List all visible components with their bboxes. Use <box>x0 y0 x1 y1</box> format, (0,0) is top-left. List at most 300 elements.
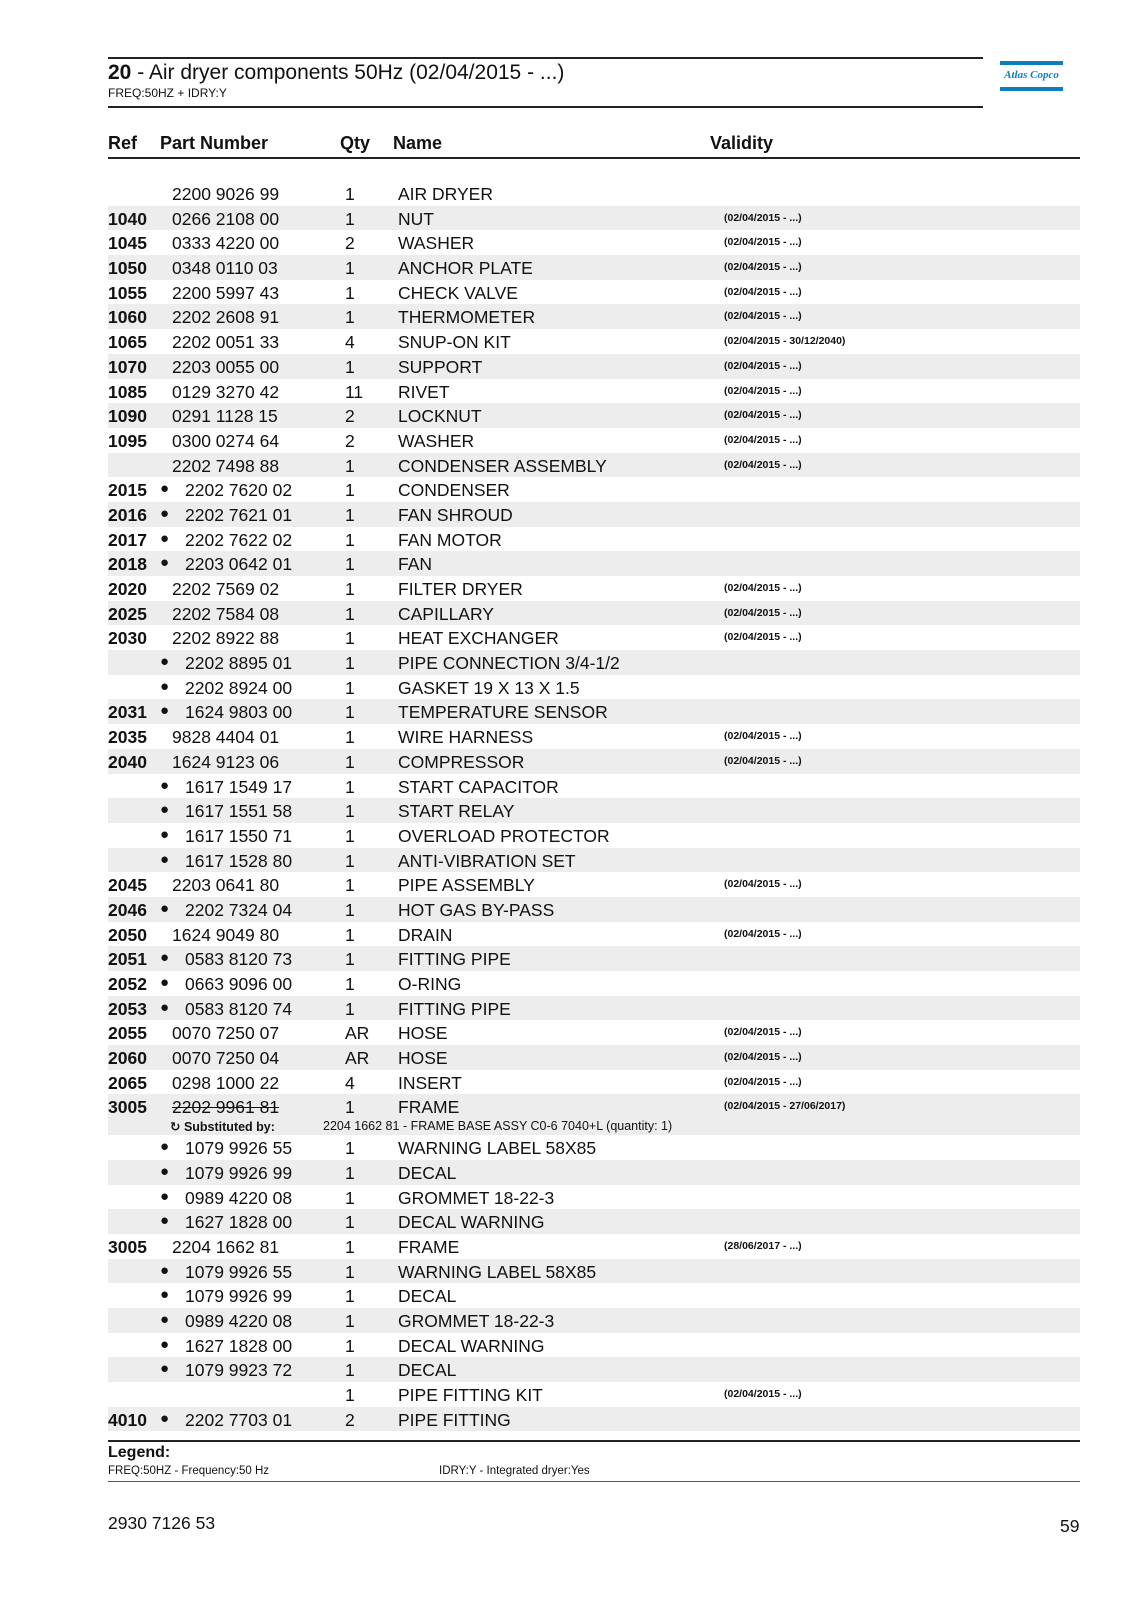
ref-cell: 1055 <box>108 282 147 303</box>
part-number-cell: 2203 0055 00 <box>172 356 280 377</box>
part-number-cell: 1617 1549 17 <box>185 776 293 797</box>
table-row <box>108 181 1080 206</box>
name-cell: START CAPACITOR <box>398 776 559 797</box>
table-row <box>108 477 1080 502</box>
name-cell: FAN MOTOR <box>398 529 502 550</box>
table-header <box>108 130 1080 159</box>
document-number: 2930 7126 53 <box>108 1513 216 1533</box>
legend-idry: IDRY:Y - Integrated dryer:Yes <box>439 1465 590 1477</box>
validity-cell: (02/04/2015 - ...) <box>724 285 802 298</box>
qty-cell: 2 <box>345 1409 355 1430</box>
substitution-row <box>108 1119 1080 1135</box>
part-number-cell: 2202 8924 00 <box>185 677 293 698</box>
table-row <box>108 329 1080 354</box>
validity-cell: (02/04/2015 - ...) <box>724 1026 802 1039</box>
qty-cell: 1 <box>345 1187 355 1208</box>
name-cell: WARNING LABEL 58X85 <box>398 1138 597 1159</box>
part-number-cell: 2202 8895 01 <box>185 653 293 674</box>
name-cell: TEMPERATURE SENSOR <box>398 702 608 723</box>
bullet-icon: ● <box>160 480 170 498</box>
part-number-cell: 2202 7620 02 <box>185 480 293 501</box>
table-row <box>108 453 1080 478</box>
name-cell: DECAL WARNING <box>398 1212 545 1233</box>
refresh-icon: ↻ <box>170 1120 184 1135</box>
qty-cell: 1 <box>345 1138 355 1159</box>
part-number-cell: 1079 9926 99 <box>185 1162 293 1183</box>
qty-cell: 1 <box>345 751 355 772</box>
ref-cell: 1090 <box>108 406 147 427</box>
bullet-icon: ● <box>160 1360 170 1378</box>
legend-title: Legend: <box>108 1444 171 1461</box>
part-number-cell: 1079 9926 55 <box>185 1261 293 1282</box>
table-row <box>108 354 1080 379</box>
ref-cell: 2031 <box>108 702 147 723</box>
table-row <box>108 996 1080 1021</box>
qty-cell: 1 <box>345 258 355 279</box>
table-row <box>108 848 1080 873</box>
name-cell: THERMOMETER <box>398 307 536 328</box>
part-number-cell: 2202 8922 88 <box>172 628 280 649</box>
name-cell: FAN SHROUD <box>398 504 513 525</box>
qty-cell: 1 <box>345 1360 355 1381</box>
bullet-icon: ● <box>160 702 170 720</box>
table-row <box>108 1045 1080 1070</box>
table-row <box>108 428 1080 453</box>
ref-cell: 2051 <box>108 949 147 970</box>
qty-cell: 1 <box>345 1310 355 1331</box>
ref-cell: 1065 <box>108 332 147 353</box>
table-row <box>108 304 1080 329</box>
qty-cell: 1 <box>345 1212 355 1233</box>
qty-cell: 1 <box>345 208 355 229</box>
section-title: - Air dryer components 50Hz (02/04/2015 - ...) <box>131 61 565 84</box>
qty-cell: 1 <box>345 998 355 1019</box>
ref-cell: 3005 <box>108 1236 147 1257</box>
table-row <box>108 1135 1080 1160</box>
name-cell: HOSE <box>398 1048 448 1069</box>
qty-cell: 1 <box>345 480 355 501</box>
validity-cell: (02/04/2015 - ...) <box>724 433 802 446</box>
page-subtitle: FREQ:50HZ + IDRY:Y <box>108 86 227 100</box>
parts-table-body <box>108 181 1080 1431</box>
name-cell: WASHER <box>398 430 475 451</box>
name-cell: PIPE CONNECTION 3/4-1/2 <box>398 653 620 674</box>
part-number-cell: 0070 7250 07 <box>172 1023 280 1044</box>
table-row <box>108 625 1080 650</box>
page-number: 59 <box>1060 1516 1080 1536</box>
name-cell: FITTING PIPE <box>398 949 511 970</box>
qty-cell: 1 <box>345 801 355 822</box>
ref-cell: 2050 <box>108 924 147 945</box>
name-cell: SUPPORT <box>398 356 483 377</box>
ref-cell: 2046 <box>108 899 147 920</box>
name-cell: NUT <box>398 208 434 229</box>
validity-cell: (02/04/2015 - ...) <box>724 1051 802 1064</box>
name-cell: HEAT EXCHANGER <box>398 628 559 649</box>
bullet-icon: ● <box>160 998 170 1016</box>
substitution-label-text: Substituted by: <box>183 1120 275 1135</box>
ref-cell: 1095 <box>108 430 147 451</box>
validity-cell: (02/04/2015 - ...) <box>724 310 802 323</box>
qty-cell: 2 <box>345 406 355 427</box>
table-row <box>108 1382 1080 1407</box>
ref-cell: 1085 <box>108 381 147 402</box>
logo-text: Atlas Copco <box>1004 69 1059 81</box>
part-number-cell: 2202 0051 33 <box>172 332 280 353</box>
part-number-cell: 1079 9926 55 <box>185 1138 293 1159</box>
name-cell: RIVET <box>398 381 450 402</box>
validity-cell: (02/04/2015 - ...) <box>724 754 802 767</box>
qty-cell: 4 <box>345 1072 355 1093</box>
table-row <box>108 206 1080 231</box>
validity-cell: (02/04/2015 - ...) <box>724 631 802 644</box>
bullet-icon: ● <box>160 1335 170 1353</box>
ref-cell: 2053 <box>108 998 147 1019</box>
qty-cell: AR <box>345 1048 370 1069</box>
validity-cell: (02/04/2015 - ...) <box>724 211 802 224</box>
part-number-cell: 0266 2108 00 <box>172 208 280 229</box>
qty-cell: 1 <box>345 529 355 550</box>
name-cell: LOCKNUT <box>398 406 482 427</box>
legend-freq: FREQ:50HZ - Frequency:50 Hz <box>108 1465 270 1477</box>
ref-cell: 1040 <box>108 208 147 229</box>
part-number-cell: 2202 7621 01 <box>185 504 293 525</box>
name-cell: PIPE FITTING <box>398 1409 511 1430</box>
table-row <box>108 1185 1080 1210</box>
name-cell: DECAL WARNING <box>398 1335 545 1356</box>
qty-cell: 2 <box>345 430 355 451</box>
table-row <box>108 897 1080 922</box>
ref-cell: 2060 <box>108 1048 147 1069</box>
validity-cell: (02/04/2015 - ...) <box>724 458 802 471</box>
part-number-cell: 0129 3270 42 <box>172 381 280 402</box>
validity-cell: (02/04/2015 - ...) <box>724 409 802 422</box>
qty-cell: 1 <box>345 727 355 748</box>
bullet-icon: ● <box>160 1162 170 1180</box>
validity-cell: (02/04/2015 - ...) <box>724 1075 802 1088</box>
qty-cell: 1 <box>345 184 355 204</box>
column-header-ref: Ref <box>108 133 138 153</box>
name-cell: FAN <box>398 554 433 575</box>
validity-cell: (02/04/2015 - ...) <box>724 606 802 619</box>
part-number-cell: 2202 7324 04 <box>185 899 293 920</box>
table-row <box>108 1209 1080 1234</box>
bullet-icon: ● <box>160 677 170 695</box>
name-cell: AIR DRYER <box>398 184 493 204</box>
part-number-cell: 0989 4220 08 <box>185 1187 293 1208</box>
bullet-icon: ● <box>160 1212 170 1230</box>
table-row <box>108 403 1080 428</box>
bullet-icon: ● <box>160 1187 170 1205</box>
part-number-cell: 2203 0642 01 <box>185 554 293 575</box>
name-cell: PIPE ASSEMBLY <box>398 875 535 896</box>
bullet-icon: ● <box>160 850 170 868</box>
validity-cell: (02/04/2015 - 30/12/2040) <box>724 335 846 348</box>
bullet-icon: ● <box>160 529 170 547</box>
part-number-cell: 0300 0274 64 <box>172 430 280 451</box>
column-header-validity: Validity <box>710 133 774 153</box>
bullet-icon: ● <box>160 776 170 794</box>
table-row <box>108 798 1080 823</box>
part-number-cell: 1624 9123 06 <box>172 751 280 772</box>
part-number-cell: 2200 9026 99 <box>172 184 280 204</box>
name-cell: CONDENSER ASSEMBLY <box>398 455 607 476</box>
ref-cell: 2020 <box>108 579 147 599</box>
table-row <box>108 650 1080 675</box>
part-number-cell: 0989 4220 08 <box>185 1310 293 1331</box>
bullet-icon: ● <box>160 1409 170 1427</box>
column-header-qty: Qty <box>340 133 371 153</box>
qty-cell: 1 <box>345 899 355 920</box>
bullet-icon: ● <box>160 974 170 991</box>
legend <box>108 1440 1080 1482</box>
qty-cell: 1 <box>345 504 355 525</box>
ref-cell: 3005 <box>108 1097 147 1118</box>
part-number-cell: 1624 9803 00 <box>185 702 293 723</box>
part-number-cell: 1079 9926 99 <box>185 1286 293 1307</box>
name-cell: DECAL <box>398 1286 457 1307</box>
table-row <box>108 1070 1080 1095</box>
table-row <box>108 724 1080 749</box>
ref-cell: 2052 <box>108 974 147 994</box>
table-row <box>108 823 1080 848</box>
bullet-icon: ● <box>160 949 170 967</box>
ref-cell: 2025 <box>108 603 147 624</box>
table-row <box>108 872 1080 897</box>
table-row <box>108 1094 1080 1119</box>
qty-cell: 1 <box>345 875 355 896</box>
part-number-cell: 2202 9961 81 <box>172 1097 280 1118</box>
name-cell: CONDENSER <box>398 480 510 501</box>
qty-cell: 1 <box>345 850 355 871</box>
qty-cell: 1 <box>345 282 355 303</box>
qty-cell: 1 <box>345 307 355 328</box>
ref-cell: 1060 <box>108 307 147 328</box>
bullet-icon: ● <box>160 1138 170 1156</box>
name-cell: GASKET 19 X 13 X 1.5 <box>398 677 580 698</box>
ref-cell: 4010 <box>108 1409 147 1430</box>
part-number-cell: 0070 7250 04 <box>172 1048 280 1069</box>
table-row <box>108 576 1080 601</box>
ref-cell: 1045 <box>108 233 147 254</box>
name-cell: GROMMET 18-22-3 <box>398 1187 555 1208</box>
qty-cell: 11 <box>345 381 364 402</box>
qty-cell: 1 <box>345 579 355 599</box>
part-number-cell: 1627 1828 00 <box>185 1212 293 1233</box>
validity-cell: (02/04/2015 - ...) <box>724 384 802 397</box>
qty-cell: AR <box>345 1023 370 1044</box>
name-cell: O-RING <box>398 974 462 994</box>
validity-cell: (02/04/2015 - ...) <box>724 927 802 940</box>
qty-cell: 1 <box>345 974 355 994</box>
table-row <box>108 379 1080 404</box>
name-cell: OVERLOAD PROTECTOR <box>398 825 610 846</box>
table-row <box>108 280 1080 305</box>
name-cell: SNUP-ON KIT <box>398 332 511 353</box>
qty-cell: 1 <box>345 455 355 476</box>
table-row <box>108 922 1080 947</box>
part-number-cell: 0291 1128 15 <box>172 406 278 427</box>
ref-cell: 2015 <box>108 480 147 501</box>
qty-cell: 1 <box>345 1162 355 1183</box>
qty-cell: 1 <box>345 653 355 674</box>
bullet-icon: ● <box>160 504 170 522</box>
name-cell: FRAME <box>398 1097 460 1118</box>
qty-cell: 1 <box>345 356 355 377</box>
part-number-cell: 0333 4220 00 <box>172 233 280 254</box>
qty-cell: 1 <box>345 677 355 698</box>
page-title <box>108 61 564 85</box>
table-row <box>108 255 1080 280</box>
name-cell: WASHER <box>398 233 475 254</box>
table-row <box>108 946 1080 971</box>
qty-cell: 1 <box>345 628 355 649</box>
name-cell: DRAIN <box>398 924 453 945</box>
table-row <box>108 1407 1080 1432</box>
bullet-icon: ● <box>160 1261 170 1279</box>
qty-cell: 1 <box>345 554 355 575</box>
name-cell: START RELAY <box>398 801 515 822</box>
substitution-label <box>170 1119 275 1134</box>
section-number: 20 <box>108 61 132 84</box>
name-cell: DECAL <box>398 1162 457 1183</box>
table-row <box>108 527 1080 552</box>
substitution-text: 2204 1662 81 - FRAME BASE ASSY C0-6 7040+L (quantity: 1) <box>323 1119 673 1134</box>
ref-cell: 2017 <box>108 529 147 550</box>
part-number-cell: 0583 8120 74 <box>185 998 293 1019</box>
table-row <box>108 1259 1080 1284</box>
table-row <box>108 1160 1080 1185</box>
ref-cell: 2045 <box>108 875 147 896</box>
validity-cell: (02/04/2015 - ...) <box>724 236 802 249</box>
part-number-cell: 2203 0641 80 <box>172 875 280 896</box>
validity-cell: (02/04/2015 - ...) <box>724 582 802 594</box>
name-cell: FITTING PIPE <box>398 998 511 1019</box>
bullet-icon: ● <box>160 1286 170 1304</box>
name-cell: DECAL <box>398 1360 457 1381</box>
part-number-cell: 1627 1828 00 <box>185 1335 293 1356</box>
table-row <box>108 749 1080 774</box>
part-number-cell: 2202 7569 02 <box>172 579 280 599</box>
table-row <box>108 971 1080 996</box>
table-row <box>108 774 1080 799</box>
bullet-icon: ● <box>160 825 170 843</box>
table-row <box>108 675 1080 700</box>
part-number-cell: 2202 7498 88 <box>172 455 280 476</box>
name-cell: CHECK VALVE <box>398 282 518 303</box>
column-header-name: Name <box>393 133 443 153</box>
page-header <box>108 57 983 108</box>
table-row <box>108 551 1080 576</box>
table-row <box>108 1333 1080 1358</box>
qty-cell: 1 <box>345 949 355 970</box>
name-cell: WARNING LABEL 58X85 <box>398 1261 597 1282</box>
table-row <box>108 502 1080 527</box>
validity-cell: (02/04/2015 - ...) <box>724 878 802 891</box>
column-header-part-number: Part Number <box>160 133 269 153</box>
part-number-cell: 1079 9923 72 <box>185 1360 293 1381</box>
table-row <box>108 1020 1080 1045</box>
part-number-cell: 1617 1551 58 <box>185 801 293 822</box>
validity-cell: (02/04/2015 - ...) <box>724 1388 802 1400</box>
table-row <box>108 1283 1080 1308</box>
part-number-cell: 2202 7622 02 <box>185 529 293 550</box>
validity-cell: (02/04/2015 - ...) <box>724 261 802 274</box>
part-number-cell: 2204 1662 81 <box>172 1236 280 1257</box>
table-row <box>108 1308 1080 1333</box>
atlas-copco-logo <box>1000 61 1063 93</box>
validity-cell: (28/06/2017 - ...) <box>724 1239 802 1252</box>
part-number-cell: 2202 7584 08 <box>172 603 280 624</box>
name-cell: FRAME <box>398 1236 460 1257</box>
part-number-cell: 9828 4404 01 <box>172 727 280 748</box>
part-number-cell: 0663 9096 00 <box>185 974 293 994</box>
ref-cell: 2055 <box>108 1023 147 1044</box>
table-row <box>108 1234 1080 1259</box>
table-row <box>108 699 1080 724</box>
ref-cell: 1070 <box>108 356 147 377</box>
ref-cell: 2065 <box>108 1072 147 1093</box>
qty-cell: 1 <box>345 1097 355 1118</box>
name-cell: HOT GAS BY-PASS <box>398 899 555 920</box>
qty-cell: 1 <box>345 1236 355 1257</box>
qty-cell: 4 <box>345 332 355 353</box>
bullet-icon: ● <box>160 899 170 917</box>
part-number-cell: 2202 7703 01 <box>185 1409 293 1430</box>
qty-cell: 1 <box>345 1261 355 1282</box>
qty-cell: 1 <box>345 1286 355 1307</box>
qty-cell: 2 <box>345 233 355 254</box>
bullet-icon: ● <box>160 1310 170 1328</box>
validity-cell: (02/04/2015 - ...) <box>724 730 802 743</box>
qty-cell: 1 <box>345 1385 355 1405</box>
qty-cell: 1 <box>345 924 355 945</box>
name-cell: HOSE <box>398 1023 448 1044</box>
part-number-cell: 0583 8120 73 <box>185 949 293 970</box>
part-number-cell: 2200 5997 43 <box>172 282 280 303</box>
part-number-cell: 2202 2608 91 <box>172 307 280 328</box>
name-cell: WIRE HARNESS <box>398 727 534 748</box>
ref-cell: 2035 <box>108 727 147 748</box>
name-cell: CAPILLARY <box>398 603 494 624</box>
name-cell: COMPRESSOR <box>398 751 525 772</box>
ref-cell: 2040 <box>108 751 147 772</box>
name-cell: INSERT <box>398 1072 462 1093</box>
logo-bar-top <box>1000 61 1063 65</box>
name-cell: FILTER DRYER <box>398 579 523 599</box>
ref-cell: 2016 <box>108 504 147 525</box>
name-cell: ANCHOR PLATE <box>398 258 533 279</box>
part-number-cell: 1617 1528 80 <box>185 850 293 871</box>
bullet-icon: ● <box>160 801 170 819</box>
ref-cell: 2018 <box>108 554 147 575</box>
part-number-cell: 1624 9049 80 <box>172 924 280 945</box>
qty-cell: 1 <box>345 603 355 624</box>
table-row <box>108 1357 1080 1382</box>
qty-cell: 1 <box>345 1335 355 1356</box>
validity-cell: (02/04/2015 - ...) <box>724 359 802 372</box>
name-cell: PIPE FITTING KIT <box>398 1385 543 1405</box>
bullet-icon: ● <box>160 653 170 671</box>
ref-cell: 1050 <box>108 258 147 279</box>
part-number-cell: 0348 0110 03 <box>172 258 278 279</box>
bullet-icon: ● <box>160 554 170 572</box>
part-number-cell: 0298 1000 22 <box>172 1072 280 1093</box>
validity-cell: (02/04/2015 - 27/06/2017) <box>724 1100 846 1113</box>
ref-cell: 2030 <box>108 628 147 649</box>
qty-cell: 1 <box>345 776 355 797</box>
table-row <box>108 601 1080 626</box>
